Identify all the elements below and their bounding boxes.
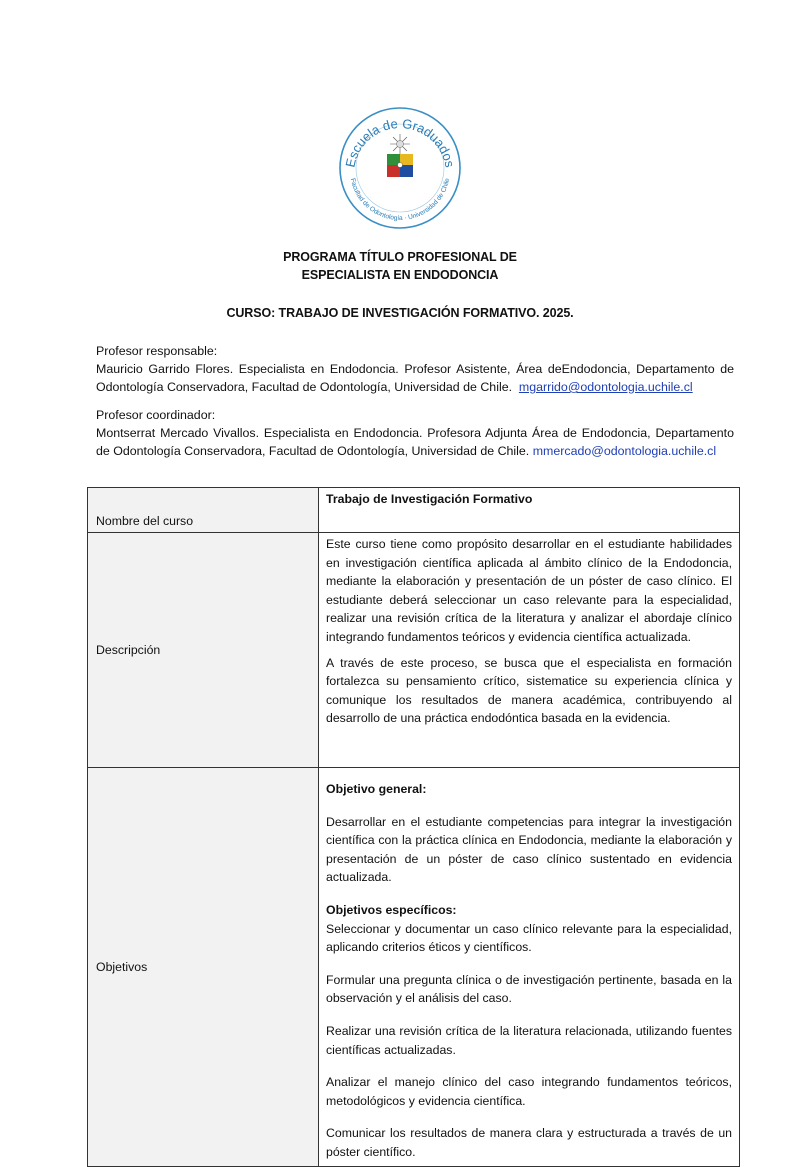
responsible-professor-info	[96, 360, 734, 396]
responsible-professor-text: Mauricio Garrido Flores. Especialista en Endodoncia. Profesor Asistente, Área deEndodoncia, Departamento de Odontología Conservadora, Facultad de Odontología, Universidad de Chile.	[96, 362, 734, 394]
general-objective-heading: Objetivo general:	[326, 782, 427, 796]
responsible-professor-label: Profesor responsable:	[96, 344, 218, 358]
general-objective-text: Desarrollar en el estudiante competencias para integrar la investigación científica con la práctica clínica en Endodoncia, mediante la elaboración y presentación de un póster de caso clínico sustentado en evidencia actualizada.	[326, 814, 732, 885]
responsible-professor-email-link[interactable]: mgarrido@odontologia.uchile.cl	[518, 380, 693, 394]
objectives-value	[319, 768, 740, 1167]
svg-text:Escuela de Graduados: Escuela de Graduados	[342, 115, 458, 169]
coordinator-professor-label: Profesor coordinador:	[96, 408, 216, 422]
description-paragraph-2: A través de este proceso, se busca que el especialista en formación fortalezca su pensamiento crítico, sistematice su experiencia clínica y comunique los resultados de manera académica, contribuyendo al desarrollo de una práctica endodóntica basada en la evidencia.	[326, 655, 732, 726]
table-row-description	[88, 533, 740, 768]
coordinator-professor-info	[96, 424, 734, 460]
school-seal-logo	[336, 104, 464, 232]
svg-text:Facultad de Odontología · Univ: Facultad de Odontología · Universidad de Chile	[348, 177, 452, 223]
course-title: CURSO: TRABAJO DE INVESTIGACIÓN FORMATIVO. 2025.	[226, 306, 574, 320]
specific-objective-1: Seleccionar y documentar un caso clínico relevante para la especialidad, aplicando criterios éticos y científicos.	[326, 921, 732, 955]
objectives-label: Objetivos	[88, 768, 319, 1167]
course-info-table	[87, 487, 740, 1167]
specific-objective-5: Comunicar los resultados de manera clara y estructurada a través de un póster científico.	[326, 1126, 732, 1159]
course-name-label: Nombre del curso	[88, 488, 319, 533]
program-title-line-2: ESPECIALISTA EN ENDODONCIA	[301, 268, 499, 282]
coordinator-professor-block	[96, 406, 734, 460]
description-label: Descripción	[88, 533, 319, 768]
program-title-line-1: PROGRAMA TÍTULO PROFESIONAL DE	[283, 250, 517, 264]
specific-objective-3: Realizar una revisión crítica de la literatura relacionada, utilizando fuentes científicas actualizadas.	[326, 1023, 732, 1057]
responsible-professor-block	[96, 342, 734, 396]
specific-objective-4: Analizar el manejo clínico del caso integrando fundamentos teóricos, metodológicos y evidencia científica.	[326, 1075, 732, 1108]
course-name-value: Trabajo de Investigación Formativo	[319, 488, 740, 533]
coordinator-professor-email-link[interactable]: mmercado@odontologia.uchile.cl	[532, 444, 717, 458]
description-paragraph-1: Este curso tiene como propósito desarrollar en el estudiante habilidades en investigación científica aplicada al ámbito clínico de la Endodoncia, mediante la elaboración y presentación de un póster de caso clínico. El estudiante deberá seleccionar un caso relevante para la especialidad, realizar una revisión crítica de la literatura y analizar el abordaje clínico integrando fundamentos teóricos y evidencia científica actualizada.	[326, 537, 732, 644]
specific-objectives-heading: Objetivos específicos:	[326, 902, 457, 917]
specific-objective-2: Formular una pregunta clínica o de investigación pertinente, basada en la observación y el análisis del caso.	[326, 972, 732, 1006]
table-row-objectives	[88, 768, 740, 1167]
table-row-course-name	[88, 488, 740, 533]
coordinator-professor-text: Montserrat Mercado Vivallos. Especialista en Endodoncia. Profesora Adjunta Área de Endodoncia, Departamento de Odontología Conservadora, Facultad de Odontología, Universidad de Chile.	[96, 426, 734, 458]
description-value	[319, 533, 740, 768]
